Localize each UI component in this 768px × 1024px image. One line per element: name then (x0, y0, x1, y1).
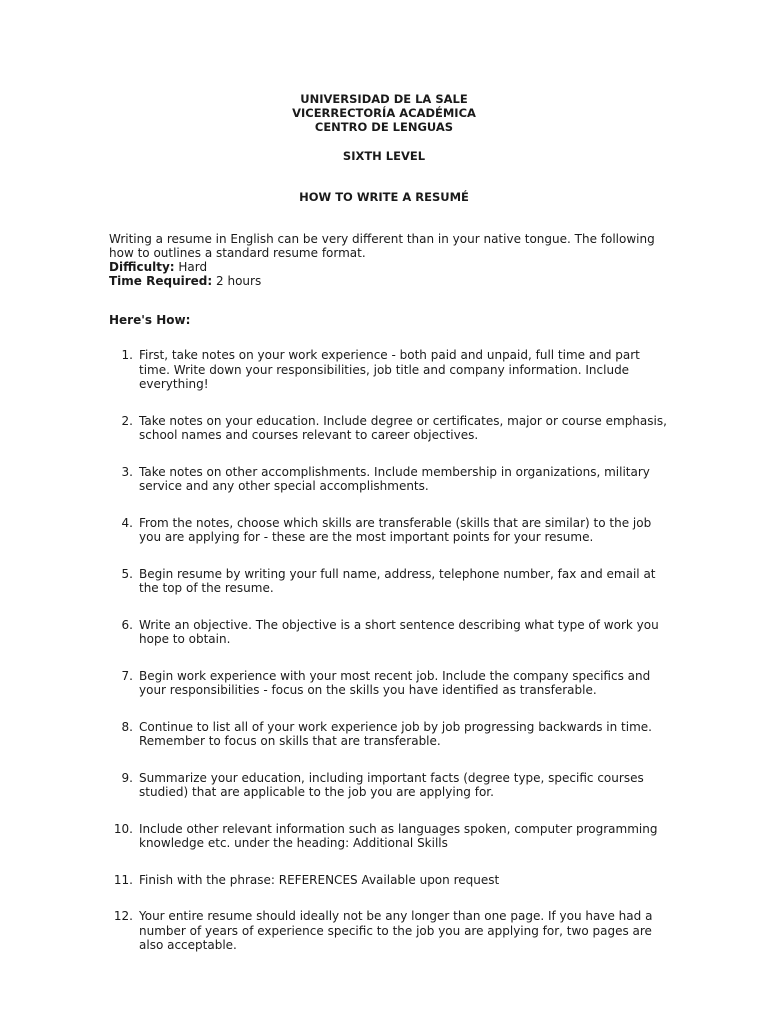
step-text: First, take notes on your work experience - both paid and unpaid, full time and part time. Write down your responsibilities, job title and company information. Include everything! (139, 348, 640, 391)
list-item (109, 465, 669, 494)
list-item (109, 669, 669, 698)
step-text: Your entire resume should ideally not be any longer than one page. If you have had a number of years of experience specific to the job you are applying for, two pages are also acceptable. (139, 909, 653, 952)
step-text: Finish with the phrase: REFERENCES Available upon request (139, 872, 500, 887)
step-number: 7. (121, 668, 133, 683)
step-text: From the notes, choose which skills are transferable (skills that are similar) to the job you are applying for - these are the most important points for your resume. (139, 515, 652, 544)
intro-paragraph: Writing a resume in English can be very different than in your native tongue. The following how to outlines a standard resume format. (109, 232, 655, 260)
list-item (109, 873, 669, 888)
list-item (109, 771, 669, 800)
list-item (109, 618, 669, 647)
difficulty-label: Difficulty: (109, 260, 175, 274)
university-name: UNIVERSIDAD DE LA SALE (300, 92, 468, 106)
language-center-name: CENTRO DE LENGUAS (314, 120, 454, 134)
list-item (109, 822, 669, 851)
institution-header (0, 92, 768, 134)
list-item (109, 348, 669, 392)
time-required-value: 2 hours (212, 274, 262, 288)
step-number: 8. (121, 719, 133, 734)
list-item (109, 567, 669, 596)
step-text: Take notes on your education. Include degree or certificates, major or course emphasis, school names and courses relevant to career objectives. (139, 413, 667, 442)
step-text: Take notes on other accomplishments. Include membership in organizations, military service and any other special accomplishments. (139, 464, 650, 493)
step-number: 3. (121, 464, 133, 479)
step-text: Begin work experience with your most recent job. Include the company specifics and your responsibilities - focus on the skills you have identified as transferable. (139, 668, 651, 697)
steps-list (109, 348, 669, 953)
time-required-label: Time Required: (109, 274, 213, 288)
step-number: 12. (113, 909, 133, 923)
step-number: 10. (113, 821, 133, 836)
step-number: 2. (121, 413, 133, 428)
step-number: 6. (121, 617, 133, 632)
document-title: HOW TO WRITE A RESUMÉ (299, 190, 469, 204)
intro-section (109, 232, 679, 288)
step-text: Include other relevant information such as languages spoken, computer programming knowledge etc. under the heading: Additional Skills (139, 821, 658, 850)
list-item (109, 909, 669, 953)
step-number: 4. (121, 515, 133, 530)
step-number: 5. (121, 566, 133, 581)
difficulty-line (109, 260, 679, 274)
list-item (109, 720, 669, 749)
step-text: Continue to list all of your work experience job by job progressing backwards in time. Remember to focus on skills that are transferable. (139, 719, 652, 748)
step-text: Begin resume by writing your full name, address, telephone number, fax and email at the top of the resume. (139, 566, 656, 595)
difficulty-value: Hard (174, 260, 208, 274)
step-text: Write an objective. The objective is a short sentence describing what type of work you hope to obtain. (139, 617, 659, 646)
hows-heading: Here's How: (109, 313, 191, 327)
time-required-line (109, 274, 679, 288)
step-text: Summarize your education, including important facts (degree type, specific courses studied) that are applicable to the job you are applying for. (139, 770, 644, 799)
vice-rectorate-name: VICERRECTORÍA ACADÉMICA (292, 106, 476, 120)
list-item (109, 516, 669, 545)
list-item (109, 414, 669, 443)
step-number: 11. (113, 872, 133, 887)
step-number: 1. (121, 348, 133, 362)
step-number: 9. (121, 770, 133, 785)
course-level: SIXTH LEVEL (342, 149, 426, 163)
